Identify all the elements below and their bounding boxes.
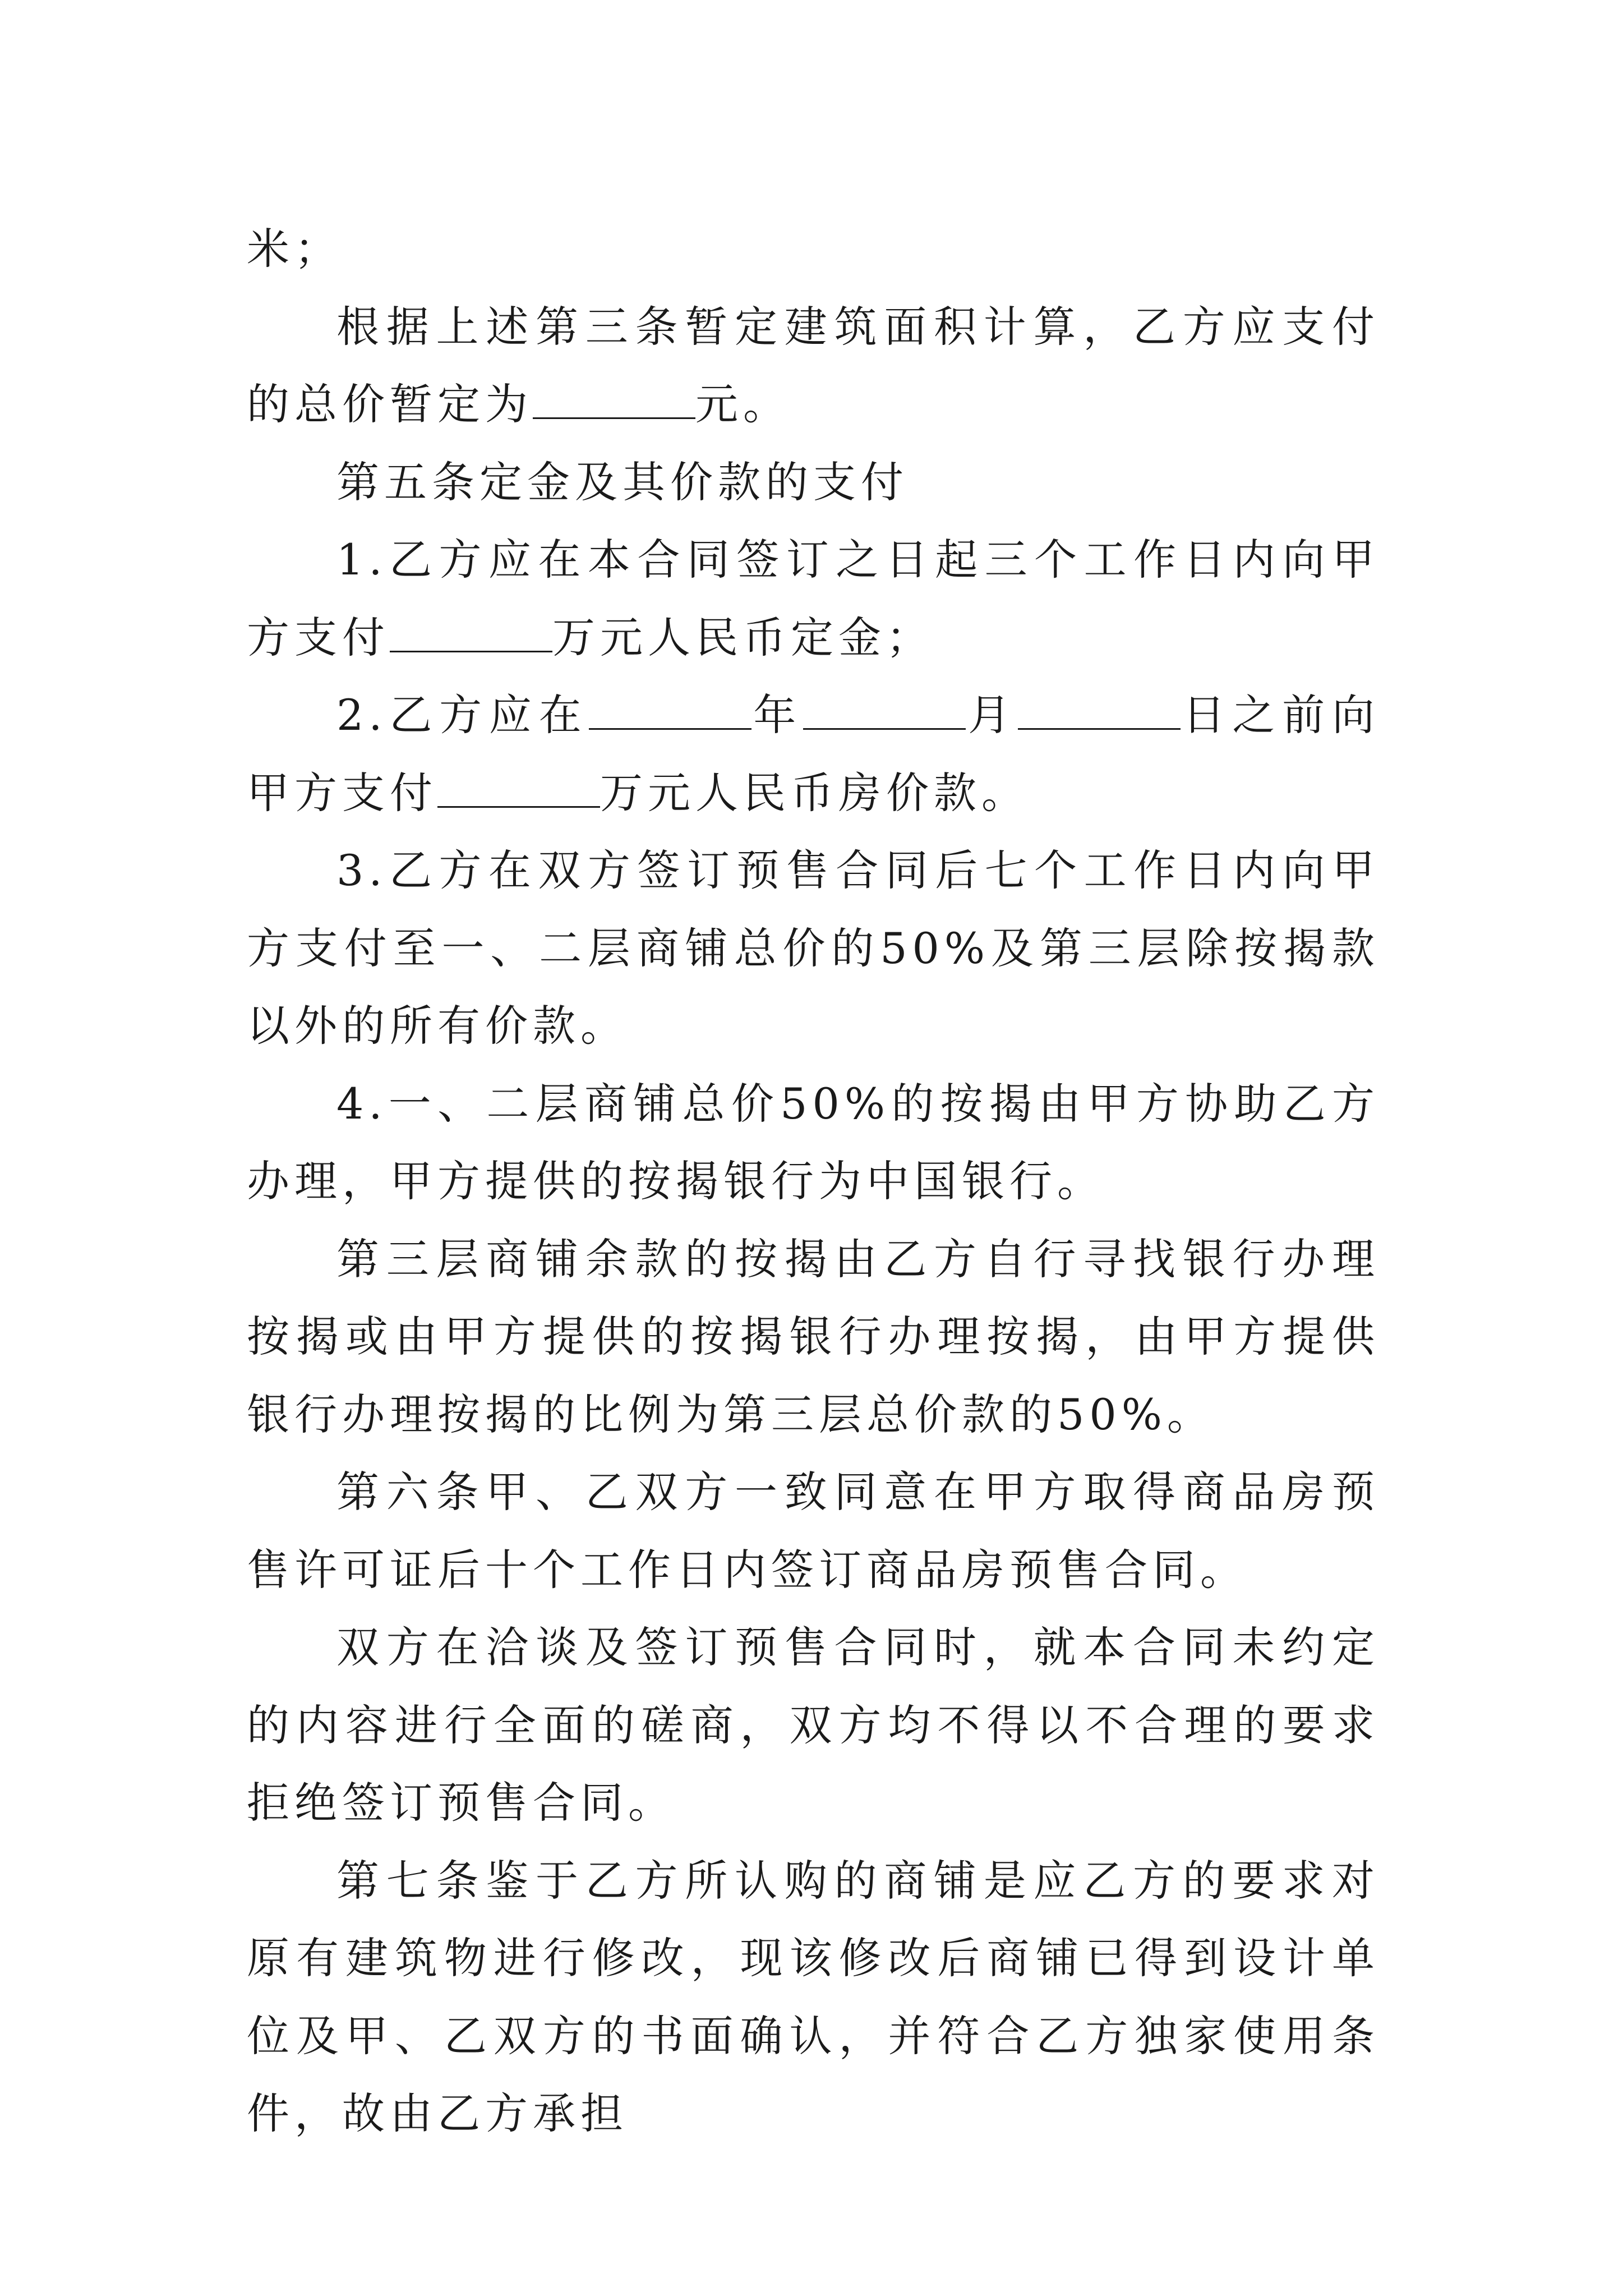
article-6 — [247, 1453, 1380, 1609]
fill-in-blank-total-price — [533, 380, 695, 419]
paragraph-item-4 — [247, 1065, 1380, 1221]
paragraph-text: 第六条甲、乙双方一致同意在甲方取得商品房预售许可证后十个工作日内签订商品房预售合同。 — [247, 1467, 1380, 1595]
paragraph-text: 2.乙方应在 — [336, 690, 589, 740]
paragraph-payment-date — [247, 677, 1380, 832]
paragraph-text: 3.乙方在双方签订预售合同后七个工作日内向甲方支付至一、二层商铺总价的50%及第三层除按揭款以外的所有价款。 — [247, 845, 1380, 1051]
heading-text: 第五条定金及其价款的支付 — [336, 457, 909, 507]
paragraph-text: 根据上述第三条暂定建筑面积计算，乙方应支付的总价暂定为 — [247, 301, 1380, 429]
paragraph-third-floor-mortgage — [247, 1221, 1380, 1454]
article-7 — [247, 1842, 1380, 2153]
paragraph-text: 月 — [966, 690, 1018, 740]
paragraph-item-3 — [247, 832, 1380, 1065]
paragraph-deposit — [247, 521, 1380, 677]
paragraph-text: 万元人民币房价款。 — [600, 767, 1029, 818]
fill-in-blank-year — [589, 691, 751, 730]
paragraph-text: 日之前向甲方支付 — [247, 690, 1380, 818]
paragraph-text: 双方在洽谈及签订预售合同时，就本合同未约定的内容进行全面的磋商，双方均不得以不合理的要求拒绝签订预售合同。 — [247, 1622, 1380, 1828]
paragraph-text: 第三层商铺余款的按揭由乙方自行寻找银行办理按揭或由甲方提供的按揭银行办理按揭，由甲方提供银行办理按揭的比例为第三层总价款的50%。 — [247, 1234, 1380, 1439]
paragraph-total-price — [247, 288, 1380, 444]
paragraph-text: 米； — [247, 224, 342, 274]
article-5-heading — [247, 444, 1380, 522]
paragraph-text: 万元人民币定金； — [552, 612, 934, 662]
paragraph-negotiation — [247, 1609, 1380, 1842]
fill-in-blank-day — [1018, 691, 1181, 730]
paragraph-text: 年 — [751, 690, 804, 740]
document-body — [247, 210, 1380, 2153]
fill-in-blank-deposit-amount — [390, 614, 552, 652]
fill-in-blank-house-payment — [437, 769, 600, 808]
paragraph-text: 4.一、二层商铺总价50%的按揭由甲方协助乙方办理，甲方提供的按揭银行为中国银行。 — [247, 1078, 1380, 1206]
fill-in-blank-month — [803, 691, 966, 730]
paragraph-text: 1.乙方应在本合同签订之日起三个工作日内向甲方支付 — [247, 535, 1380, 662]
paragraph-text: 元。 — [695, 379, 791, 429]
paragraph-continuation — [247, 210, 1380, 288]
paragraph-text: 第七条鉴于乙方所认购的商铺是应乙方的要求对原有建筑物进行修改，现该修改后商铺已得到设计单位及甲、乙双方的书面确认，并符合乙方独家使用条件，故由乙方承担 — [247, 1855, 1380, 2138]
